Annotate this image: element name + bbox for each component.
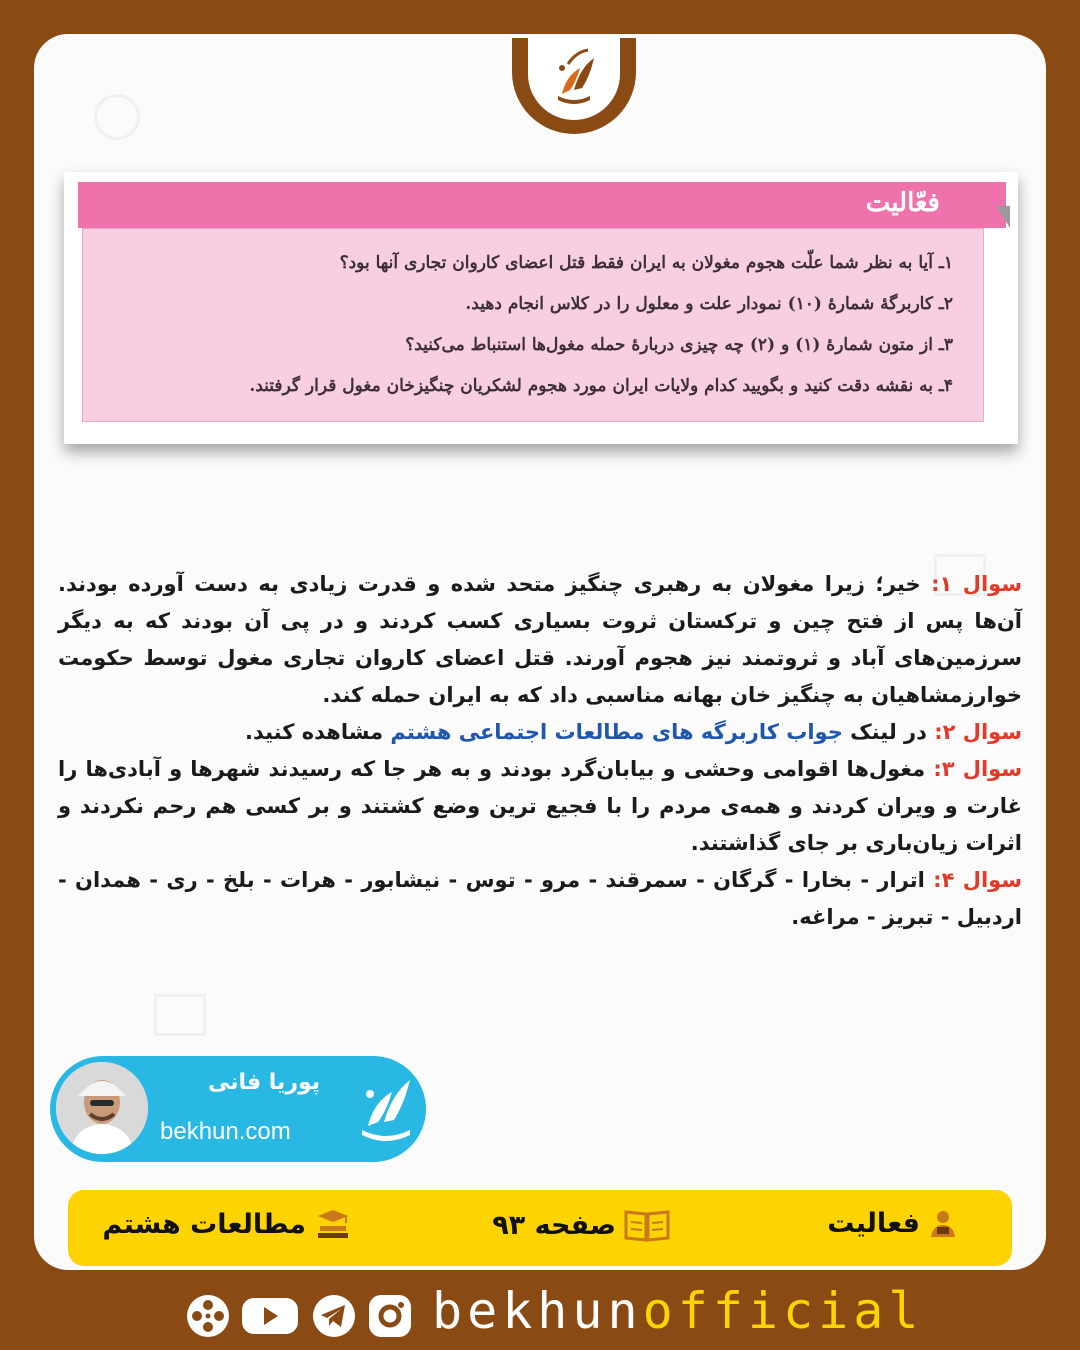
page-fold-icon	[996, 206, 1010, 228]
answer-text: در لینک	[842, 720, 935, 744]
open-book-icon	[624, 1208, 670, 1242]
activity-question: ۲ـ کاربرگهٔ شمارهٔ (۱۰) نمودار علت و معلول را در کلاس انجام دهید.	[465, 294, 953, 314]
bekhun-logo-icon	[352, 1068, 422, 1150]
bar-subject-label: مطالعات هشتم	[102, 1208, 306, 1240]
activity-title: فعّالیت	[865, 188, 940, 218]
teacher-icon	[928, 1209, 958, 1239]
activity-box	[64, 172, 1018, 444]
bar-activity-label: فعالیت	[827, 1208, 920, 1239]
author-photo-icon	[56, 1062, 148, 1154]
answer-text: مغول‌ها اقوامی وحشی و بیابان‌گرد بودند و به هر جا که رسیدند شهرها و آبادی‌ها را غارت و ویران کردند و همه‌ی مردم را با فجیع ترین وضع کشتند و بر کسی هم رحم نکردند و اثرات زیان‌باری بر جای گذاشتند.	[58, 757, 1022, 855]
activity-questions	[82, 228, 984, 422]
answer-text: اترار - بخارا - گرگان - سمرقند - مرو - توس - نیشابور - هرات - بلخ - ری - همدان - اردبیل - تبریز - مراغه.	[58, 868, 1022, 929]
activity-question: ۱ـ آیا به نظر شما علّت هجوم مغولان به ایران فقط قتل اعضای کاروان تجاری آنها بود؟	[339, 253, 953, 273]
instagram-icon[interactable]	[366, 1292, 414, 1340]
activity-header	[78, 182, 1006, 228]
decor-book-icon	[154, 994, 206, 1036]
film-reel-icon[interactable]	[184, 1292, 232, 1340]
brand-handle[interactable]	[432, 1282, 923, 1340]
graduation-books-icon	[314, 1208, 352, 1240]
brand-main: bekhun	[432, 1282, 643, 1340]
activity-question: ۳ـ از متون شمارهٔ (۱) و (۲) چه چیزی دربارهٔ حمله مغول‌ها استنباط می‌کنید؟	[405, 335, 953, 355]
worksheet-answers-link[interactable]: جواب کاربرگه های مطالعات اجتماعی هشتم	[390, 720, 843, 744]
decor-circle-icon	[94, 94, 140, 140]
answer-label: سوال ۳:	[933, 757, 1022, 781]
bar-activity	[827, 1208, 958, 1239]
answer-label: سوال ۴:	[933, 868, 1022, 892]
answer-text: خیر؛ زیرا مغولان به رهبری چنگیز متحد شده و قدرت زیادی به دست آورده بودند. آن‌ها پس از فتح چین و ترکستان ثروت بسیاری کسب کردند و در پی آن بودند که به دیگر سرزمین‌های آباد و ثروتمند نیز هجوم آورند. قتل اعضای کاروان تجاری مغول توسط حکومت خوارزمشاهیان به چنگیز خان بهانه مناسبی داد که به ایران حمله کند.	[58, 572, 1022, 707]
brand-accent: official	[642, 1282, 924, 1340]
bar-subject	[102, 1208, 352, 1240]
telegram-icon[interactable]	[310, 1292, 358, 1340]
author-site[interactable]: bekhun.com	[160, 1118, 291, 1145]
answer-label: سوال ۱:	[931, 572, 1022, 596]
answer-text: مشاهده کنید.	[244, 720, 391, 744]
info-bar	[68, 1190, 1012, 1266]
answer-2	[58, 714, 1022, 751]
bar-page	[492, 1208, 670, 1242]
avatar	[56, 1062, 148, 1154]
answer-label: سوال ۲:	[934, 720, 1022, 744]
youtube-icon[interactable]	[240, 1292, 300, 1340]
author-card[interactable]	[50, 1056, 426, 1162]
activity-question: ۴ـ به نقشه دقت کنید و بگویید کدام ولایات ایران مورد هجوم لشکریان چنگیزخان مغول قرار گرفتند.	[249, 376, 953, 396]
footer	[0, 1282, 1080, 1350]
answer-3	[58, 751, 1022, 862]
author-name: پوریا فانی	[207, 1070, 321, 1095]
answers-section	[58, 566, 1022, 936]
answer-1	[58, 566, 1022, 714]
bar-page-label: صفحه ۹۳	[492, 1209, 616, 1241]
bekhun-logo-icon	[528, 38, 620, 120]
answer-4	[58, 862, 1022, 936]
logo-badge	[512, 38, 636, 134]
